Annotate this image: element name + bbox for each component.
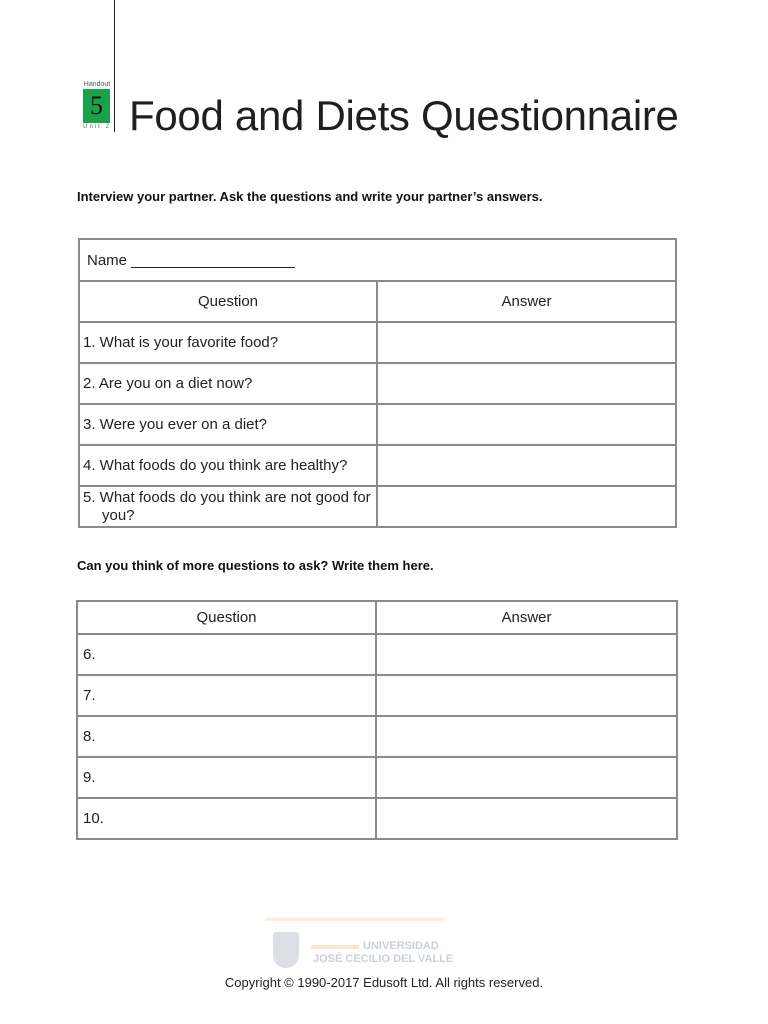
question-cell[interactable]: 9. xyxy=(77,757,376,798)
question-cell xyxy=(79,486,377,527)
logo-top-bar xyxy=(265,918,445,921)
table-row xyxy=(77,634,677,675)
answer-cell[interactable] xyxy=(376,798,677,839)
answer-cell[interactable] xyxy=(377,445,676,486)
answer-cell[interactable] xyxy=(377,322,676,363)
table-row xyxy=(79,445,676,486)
logo-stripe xyxy=(311,945,359,949)
table-row xyxy=(77,798,677,839)
logo-text-line2: JOSÉ CECILIO DEL VALLE xyxy=(313,953,454,965)
question-cell[interactable]: 10. xyxy=(77,798,376,839)
table-row xyxy=(79,322,676,363)
table-row xyxy=(77,675,677,716)
copyright-text: Copyright © 1990-2017 Edusoft Ltd. All rights reserved. xyxy=(224,975,544,990)
handout-label: Handout xyxy=(83,81,111,88)
question-cell: 4. What foods do you think are healthy? xyxy=(79,445,377,486)
table-header-row xyxy=(77,601,677,634)
name-row xyxy=(79,239,676,281)
university-watermark-logo xyxy=(265,918,454,974)
instruction-interview: Interview your partner. Ask the questions and write your partner’s answers. xyxy=(77,189,543,204)
question-text: 5. What foods do you think are not good for you? xyxy=(83,488,371,524)
column-header-question: Question xyxy=(79,281,377,322)
table-row xyxy=(79,404,676,445)
table-row xyxy=(77,716,677,757)
shield-icon xyxy=(273,932,299,968)
answer-cell[interactable] xyxy=(377,404,676,445)
answer-cell[interactable] xyxy=(376,675,677,716)
name-cell xyxy=(79,239,676,281)
question-cell: 3. Were you ever on a diet? xyxy=(79,404,377,445)
answer-cell[interactable] xyxy=(376,634,677,675)
question-cell: 1. What is your favorite food? xyxy=(79,322,377,363)
question-cell[interactable]: 7. xyxy=(77,675,376,716)
answer-cell[interactable] xyxy=(376,757,677,798)
instruction-more-questions: Can you think of more questions to ask? Write them here. xyxy=(77,558,434,573)
table-header-row xyxy=(79,281,676,322)
table-row xyxy=(79,363,676,404)
name-label: Name xyxy=(87,251,128,269)
column-header-answer: Answer xyxy=(377,281,676,322)
extra-questions-table xyxy=(76,600,678,840)
answer-cell[interactable] xyxy=(377,486,676,527)
column-header-answer: Answer xyxy=(376,601,677,634)
questionnaire-table xyxy=(78,238,677,528)
column-header-question: Question xyxy=(77,601,376,634)
unit-label: Unit 2 xyxy=(83,124,111,130)
question-cell[interactable]: 8. xyxy=(77,716,376,757)
table-row xyxy=(79,486,676,527)
handout-number: 5 xyxy=(83,89,110,123)
answer-cell[interactable] xyxy=(377,363,676,404)
question-cell[interactable]: 6. xyxy=(77,634,376,675)
logo-text-line1: UNIVERSIDAD xyxy=(363,940,439,952)
question-cell: 2. Are you on a diet now? xyxy=(79,363,377,404)
handout-badge xyxy=(83,80,111,132)
header-divider-line xyxy=(114,0,115,132)
table-row xyxy=(77,757,677,798)
name-blank-line[interactable] xyxy=(131,253,295,268)
page-title: Food and Diets Questionnaire xyxy=(129,92,679,139)
answer-cell[interactable] xyxy=(376,716,677,757)
